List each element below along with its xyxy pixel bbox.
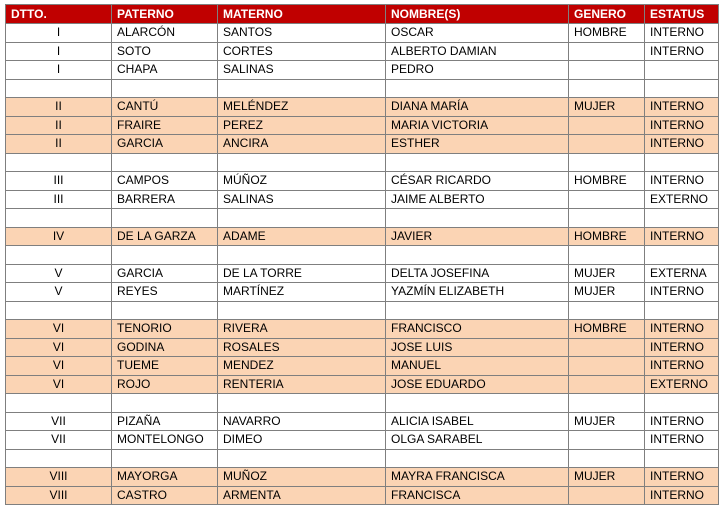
- cell-genero: [569, 79, 645, 98]
- cell-nombre: DIANA MARÍA: [386, 98, 569, 117]
- cell-estatus: EXTERNO: [645, 375, 719, 394]
- cell-materno: RENTERIA: [218, 375, 386, 394]
- cell-estatus: [645, 209, 719, 228]
- candidates-table: [5, 4, 719, 505]
- cell-paterno: GARCIA: [112, 135, 218, 154]
- cell-genero: MUJER: [569, 283, 645, 302]
- cell-materno: [218, 79, 386, 98]
- table-spacer-row: [6, 153, 719, 172]
- cell-estatus: [645, 246, 719, 265]
- cell-nombre: FRANCISCA: [386, 486, 569, 505]
- cell-nombre: JAIME ALBERTO: [386, 190, 569, 209]
- cell-estatus: INTERNO: [645, 135, 719, 154]
- cell-paterno: [112, 153, 218, 172]
- cell-materno: [218, 246, 386, 265]
- cell-genero: HOMBRE: [569, 227, 645, 246]
- cell-nombre: OSCAR: [386, 24, 569, 43]
- cell-materno: MELÉNDEZ: [218, 98, 386, 117]
- cell-estatus: INTERNO: [645, 412, 719, 431]
- cell-dtto: VII: [6, 412, 112, 431]
- cell-dtto: IV: [6, 227, 112, 246]
- cell-nombre: OLGA SARABEL: [386, 431, 569, 450]
- cell-materno: MÚÑOZ: [218, 172, 386, 191]
- table-row: [6, 135, 719, 154]
- cell-paterno: PIZAÑA: [112, 412, 218, 431]
- cell-estatus: INTERNO: [645, 42, 719, 61]
- cell-paterno: SOTO: [112, 42, 218, 61]
- cell-nombre: [386, 153, 569, 172]
- cell-nombre: CÉSAR RICARDO: [386, 172, 569, 191]
- cell-materno: DE LA TORRE: [218, 264, 386, 283]
- table-row: [6, 375, 719, 394]
- cell-genero: [569, 153, 645, 172]
- cell-paterno: CHAPA: [112, 61, 218, 80]
- cell-nombre: ALBERTO DAMIAN: [386, 42, 569, 61]
- cell-genero: [569, 209, 645, 228]
- cell-nombre: MANUEL: [386, 357, 569, 376]
- cell-paterno: [112, 449, 218, 468]
- cell-materno: NAVARRO: [218, 412, 386, 431]
- header-materno: MATERNO: [218, 5, 386, 24]
- table-row: [6, 190, 719, 209]
- cell-materno: [218, 209, 386, 228]
- cell-estatus: EXTERNA: [645, 264, 719, 283]
- cell-nombre: MARIA VICTORIA: [386, 116, 569, 135]
- header-estatus: ESTATUS: [645, 5, 719, 24]
- table-row: [6, 24, 719, 43]
- cell-paterno: ROJO: [112, 375, 218, 394]
- cell-genero: MUJER: [569, 468, 645, 487]
- cell-paterno: CANTÚ: [112, 98, 218, 117]
- cell-materno: ARMENTA: [218, 486, 386, 505]
- header-genero: GENERO: [569, 5, 645, 24]
- cell-estatus: INTERNO: [645, 227, 719, 246]
- cell-nombre: MAYRA FRANCISCA: [386, 468, 569, 487]
- cell-paterno: [112, 246, 218, 265]
- cell-nombre: FRANCISCO: [386, 320, 569, 339]
- cell-genero: [569, 190, 645, 209]
- cell-genero: MUJER: [569, 264, 645, 283]
- cell-dtto: VI: [6, 338, 112, 357]
- cell-genero: [569, 357, 645, 376]
- cell-dtto: I: [6, 24, 112, 43]
- cell-nombre: JOSE EDUARDO: [386, 375, 569, 394]
- cell-estatus: [645, 394, 719, 413]
- cell-materno: CORTES: [218, 42, 386, 61]
- table-row: [6, 42, 719, 61]
- table-row: [6, 227, 719, 246]
- cell-materno: PEREZ: [218, 116, 386, 135]
- cell-materno: [218, 394, 386, 413]
- cell-estatus: EXTERNO: [645, 190, 719, 209]
- cell-genero: [569, 394, 645, 413]
- cell-paterno: GODINA: [112, 338, 218, 357]
- table-row: [6, 486, 719, 505]
- cell-nombre: DELTA JOSEFINA: [386, 264, 569, 283]
- cell-materno: MENDEZ: [218, 357, 386, 376]
- cell-materno: SANTOS: [218, 24, 386, 43]
- cell-dtto: III: [6, 190, 112, 209]
- cell-dtto: VIII: [6, 468, 112, 487]
- cell-dtto: VI: [6, 357, 112, 376]
- cell-dtto: [6, 246, 112, 265]
- table-row: [6, 61, 719, 80]
- cell-genero: MUJER: [569, 412, 645, 431]
- cell-estatus: INTERNO: [645, 172, 719, 191]
- cell-dtto: II: [6, 135, 112, 154]
- cell-dtto: V: [6, 264, 112, 283]
- cell-dtto: II: [6, 98, 112, 117]
- table-row: [6, 264, 719, 283]
- table-row: [6, 468, 719, 487]
- cell-materno: SALINAS: [218, 61, 386, 80]
- cell-nombre: [386, 301, 569, 320]
- cell-paterno: [112, 301, 218, 320]
- cell-dtto: [6, 209, 112, 228]
- cell-nombre: YAZMÍN ELIZABETH: [386, 283, 569, 302]
- cell-materno: [218, 449, 386, 468]
- table-row: [6, 357, 719, 376]
- table-row: [6, 172, 719, 191]
- cell-nombre: [386, 209, 569, 228]
- cell-paterno: ALARCÓN: [112, 24, 218, 43]
- header-paterno: PATERNO: [112, 5, 218, 24]
- cell-estatus: INTERNO: [645, 486, 719, 505]
- cell-nombre: JOSE LUIS: [386, 338, 569, 357]
- cell-dtto: VI: [6, 320, 112, 339]
- cell-paterno: CASTRO: [112, 486, 218, 505]
- cell-genero: HOMBRE: [569, 172, 645, 191]
- cell-estatus: [645, 79, 719, 98]
- cell-genero: MUJER: [569, 98, 645, 117]
- cell-paterno: [112, 79, 218, 98]
- cell-paterno: MAYORGA: [112, 468, 218, 487]
- table-spacer-row: [6, 209, 719, 228]
- cell-dtto: V: [6, 283, 112, 302]
- cell-nombre: PEDRO: [386, 61, 569, 80]
- table-row: [6, 412, 719, 431]
- cell-nombre: [386, 394, 569, 413]
- cell-estatus: INTERNO: [645, 98, 719, 117]
- cell-genero: [569, 135, 645, 154]
- table-spacer-row: [6, 394, 719, 413]
- header-dtto: DTTO.: [6, 5, 112, 24]
- cell-estatus: INTERNO: [645, 338, 719, 357]
- cell-genero: [569, 486, 645, 505]
- cell-genero: [569, 449, 645, 468]
- table-spacer-row: [6, 246, 719, 265]
- cell-genero: [569, 42, 645, 61]
- cell-estatus: INTERNO: [645, 468, 719, 487]
- cell-genero: [569, 431, 645, 450]
- cell-materno: [218, 153, 386, 172]
- cell-materno: ROSALES: [218, 338, 386, 357]
- cell-genero: [569, 301, 645, 320]
- cell-dtto: III: [6, 172, 112, 191]
- candidates-table-container: [5, 4, 719, 505]
- cell-paterno: REYES: [112, 283, 218, 302]
- cell-materno: [218, 301, 386, 320]
- cell-paterno: [112, 209, 218, 228]
- cell-dtto: VII: [6, 431, 112, 450]
- cell-estatus: [645, 61, 719, 80]
- header-nombres: NOMBRE(S): [386, 5, 569, 24]
- cell-genero: [569, 338, 645, 357]
- cell-genero: [569, 116, 645, 135]
- cell-dtto: II: [6, 116, 112, 135]
- table-row: [6, 320, 719, 339]
- cell-dtto: VI: [6, 375, 112, 394]
- table-row: [6, 283, 719, 302]
- cell-estatus: [645, 153, 719, 172]
- cell-estatus: INTERNO: [645, 283, 719, 302]
- table-row: [6, 116, 719, 135]
- cell-genero: [569, 61, 645, 80]
- cell-dtto: [6, 79, 112, 98]
- cell-dtto: I: [6, 42, 112, 61]
- cell-dtto: [6, 301, 112, 320]
- cell-nombre: ESTHER: [386, 135, 569, 154]
- table-row: [6, 338, 719, 357]
- table-row: [6, 431, 719, 450]
- cell-materno: MARTÍNEZ: [218, 283, 386, 302]
- table-body: [6, 24, 719, 505]
- cell-estatus: INTERNO: [645, 24, 719, 43]
- cell-paterno: GARCIA: [112, 264, 218, 283]
- cell-paterno: [112, 394, 218, 413]
- cell-nombre: [386, 79, 569, 98]
- cell-dtto: I: [6, 61, 112, 80]
- cell-dtto: [6, 394, 112, 413]
- cell-genero: HOMBRE: [569, 24, 645, 43]
- cell-estatus: INTERNO: [645, 357, 719, 376]
- cell-estatus: INTERNO: [645, 431, 719, 450]
- cell-paterno: TUEME: [112, 357, 218, 376]
- cell-genero: HOMBRE: [569, 320, 645, 339]
- cell-dtto: [6, 153, 112, 172]
- cell-estatus: INTERNO: [645, 116, 719, 135]
- table-spacer-row: [6, 449, 719, 468]
- cell-estatus: [645, 301, 719, 320]
- cell-materno: ADAME: [218, 227, 386, 246]
- cell-paterno: TENORIO: [112, 320, 218, 339]
- cell-nombre: JAVIER: [386, 227, 569, 246]
- cell-estatus: [645, 449, 719, 468]
- cell-genero: [569, 375, 645, 394]
- cell-materno: DIMEO: [218, 431, 386, 450]
- cell-estatus: INTERNO: [645, 320, 719, 339]
- cell-materno: ANCIRA: [218, 135, 386, 154]
- cell-dtto: [6, 449, 112, 468]
- cell-paterno: FRAIRE: [112, 116, 218, 135]
- cell-nombre: ALICIA ISABEL: [386, 412, 569, 431]
- table-spacer-row: [6, 301, 719, 320]
- cell-nombre: [386, 246, 569, 265]
- cell-paterno: BARRERA: [112, 190, 218, 209]
- cell-materno: MUÑOZ: [218, 468, 386, 487]
- table-row: [6, 98, 719, 117]
- cell-paterno: CAMPOS: [112, 172, 218, 191]
- table-header-row: [6, 5, 719, 24]
- cell-genero: [569, 246, 645, 265]
- cell-materno: RIVERA: [218, 320, 386, 339]
- cell-dtto: VIII: [6, 486, 112, 505]
- cell-materno: SALINAS: [218, 190, 386, 209]
- cell-paterno: DE LA GARZA: [112, 227, 218, 246]
- cell-nombre: [386, 449, 569, 468]
- cell-paterno: MONTELONGO: [112, 431, 218, 450]
- table-spacer-row: [6, 79, 719, 98]
